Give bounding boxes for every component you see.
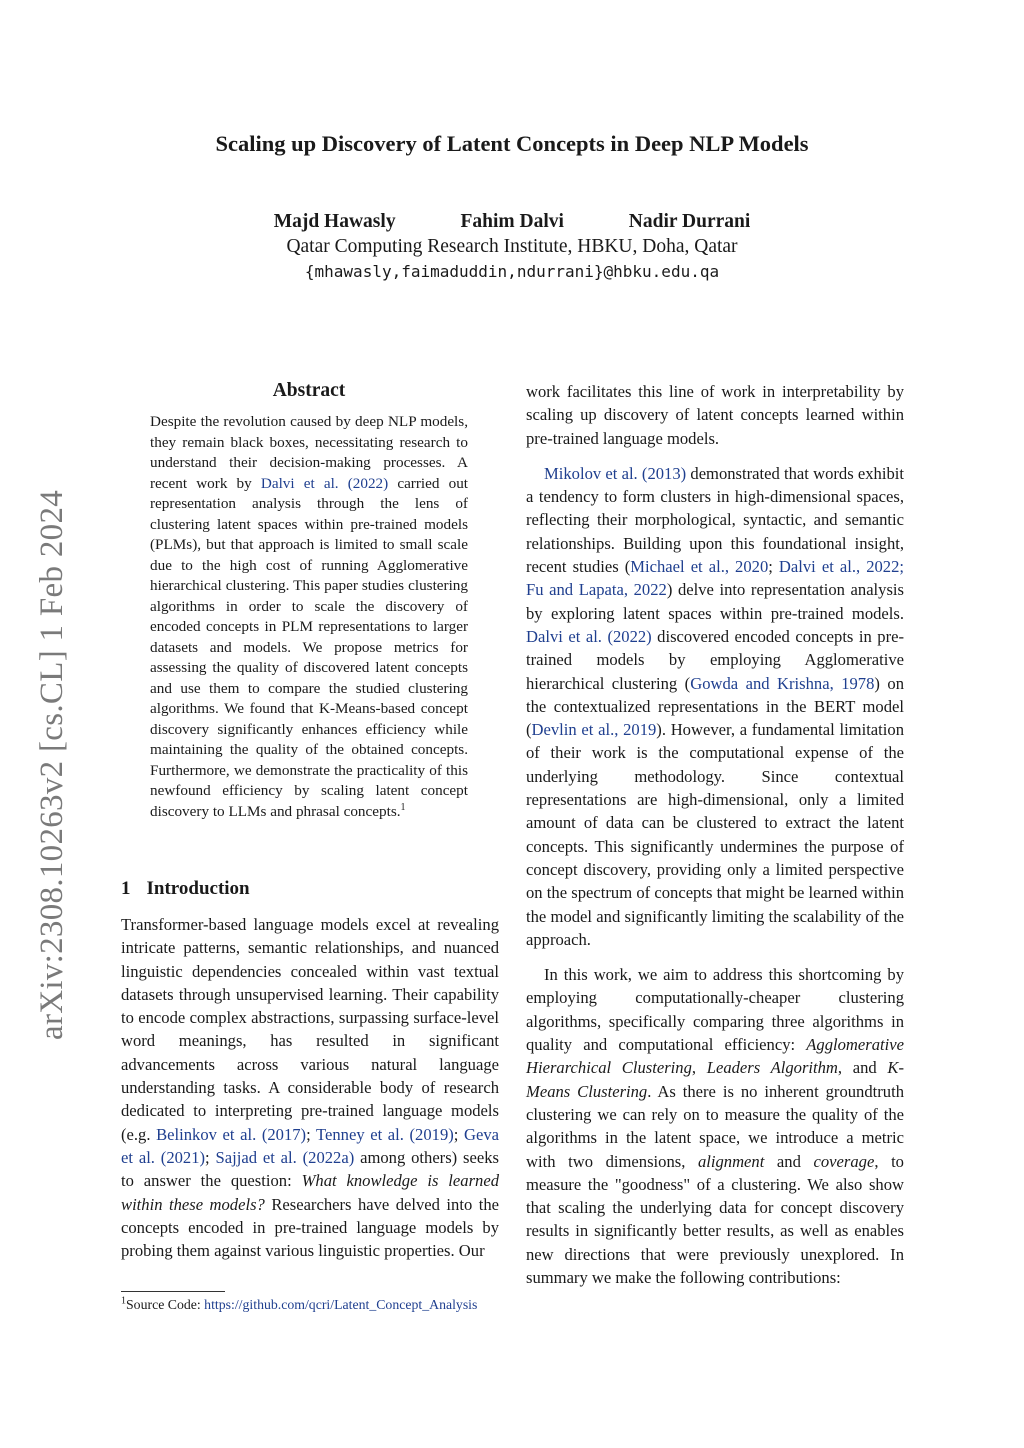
footnote (121, 1296, 499, 1314)
body-text: ; (453, 1124, 464, 1144)
paragraph (526, 963, 904, 1289)
body-text: and (764, 1151, 814, 1171)
citation-link[interactable]: Sajjad et al. (2022a) (215, 1147, 355, 1167)
citation-link[interactable]: Dalvi et al., 2022; Fu and Lapata, 2022 (526, 557, 905, 600)
body-text: ; (306, 1124, 317, 1144)
section-number: 1 (121, 878, 131, 899)
emphasis: coverage (813, 1151, 875, 1171)
arxiv-identifier: arXiv:2308.10263v2 [cs.CL] 1 Feb 2024 (34, 489, 70, 1040)
author-emails: {mhawasly,faimaduddin,ndurrani}@hbku.edu.qa (304, 262, 720, 281)
body-text: , and (837, 1058, 888, 1078)
body-text: ; (205, 1147, 216, 1167)
body-text: ). However, a fundamental limitation of their work is the computational expense of the underlying methodology. Since contextual representations are high-dimensional, only a limited amount of data can be clustered to extract the latent concepts. This significantly undermines the purpose of concept discovery, providing only a limited perspective on the spectrum of concepts that might be learned within the model and significantly limiting the scalability of the approach. (526, 720, 904, 949)
introduction-paragraph (121, 913, 499, 1262)
citation-link[interactable]: Gowda and Krishna, 1978 (690, 673, 875, 693)
footnote-label: Source Code: (126, 1297, 205, 1312)
body-text: ) on the contextualized representations in the BERT model ( (526, 673, 904, 740)
footnote-divider (121, 1291, 225, 1292)
citation-link[interactable]: Michael et al., 2020 (630, 557, 769, 577)
paragraph (526, 462, 904, 951)
body-text: , (691, 1058, 707, 1078)
citation-link[interactable]: Mikolov et al. (2013) (544, 463, 687, 483)
citation-link[interactable]: Dalvi et al. (2022) (526, 626, 652, 646)
citation-link[interactable]: Dalvi et al. (2022) (260, 474, 389, 492)
affiliation: Qatar Computing Research Institute, HBKU, Doha, Qatar (286, 236, 738, 257)
body-text: . As there is no inherent groundtruth clustering we can rely on to measure the quality of the algorithms in the latent space, we introduce a metric with two dimensions, (526, 1081, 904, 1171)
abstract-heading: Abstract (272, 380, 346, 401)
citation-link[interactable]: Geva et al. (2021) (121, 1124, 499, 1167)
paragraph: work facilitates this line of work in interpretability by scaling up discovery of latent concepts learned within pre-trained language models. (526, 382, 904, 448)
body-text: demonstrated that words exhibit a tendency to form clusters in high-dimensional spaces, reflecting their morphological, syntactic, and semantic relationships. Building upon this foundational insight, recent studies ( (526, 463, 904, 577)
citation-link[interactable]: Belinkov et al. (2017) (156, 1124, 307, 1144)
footnote-number: 1 (121, 1295, 126, 1307)
body-text: ; (768, 557, 779, 577)
body-text: In this work, we aim to address this shortcoming by employing computationally-cheaper clustering algorithms, specifically comparing three algorithms in quality and computational efficiency: (526, 965, 904, 1055)
author-list (0, 211, 1024, 233)
emphasis: Leaders Algorithm (706, 1058, 838, 1078)
author-name: Nadir Durrani (628, 211, 751, 232)
research-question: What knowledge is learned within these models? (121, 1171, 499, 1214)
emphasis: alignment (697, 1151, 765, 1171)
section-heading-introduction (121, 878, 250, 900)
citation-link[interactable]: Devlin et al., 2019 (531, 720, 657, 740)
body-text: Transformer-based language models excel at revealing intricate patterns, semantic relationships, and nuanced linguistic dependencies concealed within vast textual datasets through unsupervised learning. Their capability to encode complex abstractions, surpassing surface-level word meanings, has resulted in significant advancements across various natural language understanding tasks. A considerable body of research dedicated to interpreting pre-trained language models (e.g. (121, 915, 499, 1144)
citation-link[interactable]: Tenney et al. (2019) (316, 1124, 454, 1144)
abstract-body (150, 412, 468, 822)
section-title: Introduction (146, 878, 250, 899)
paper-title: Scaling up Discovery of Latent Concepts in Deep NLP Models (215, 131, 809, 156)
author-name: Fahim Dalvi (460, 211, 564, 232)
body-text: , to measure the "goodness" of a clustering. We also show that scaling the underlying data for concept discovery results in significantly better results, as well as enables new directions that were previously unexplored. In summary we make the following contributions: (526, 1151, 904, 1287)
author-name: Majd Hawasly (273, 211, 396, 232)
body-text: among others) seeks to answer the question: (121, 1147, 499, 1191)
body-text: Researchers have delved into the concepts encoded in pre-trained language models by probing them against various linguistic properties. Our (121, 1194, 499, 1261)
source-code-link[interactable]: https://github.com/qcri/Latent_Concept_Analysis (204, 1297, 478, 1312)
body-text: ) delve into representation analysis by exploring latent spaces within pre-trained models. (526, 580, 904, 623)
right-column (526, 380, 904, 1301)
abstract-text: carried out representation analysis through the lens of clustering latent spaces within pre-trained models (PLMs), but that approach is limited to small scale due to the high cost of running Agglomerative hierarchical clustering. This paper studies clustering algorithms in order to scale the discovery of encoded concepts in PLM representations to larger datasets and models. We propose metrics for assessing the quality of discovered latent concepts and use them to compare the studied clustering algorithms. We found that K-Means-based concept discovery significantly enhances efficiency while maintaining the quality of the obtained concepts. Furthermore, we demonstrate the practicality of this newfound efficiency by scaling latent concept discovery to LLMs and phrasal concepts. (150, 474, 469, 820)
emphasis: K-Means Clustering (526, 1058, 905, 1101)
footnote-marker[interactable]: 1 (400, 801, 406, 813)
abstract-text: Despite the revolution caused by deep NLP models, they remain black boxes, necessitating research to understand their decision-making processes. A recent work by (150, 413, 468, 492)
emphasis: Agglomerative Hierarchical Clustering (526, 1035, 904, 1078)
body-text: discovered encoded concepts in pre-trained models by employing Agglomerative hierarchical clustering ( (526, 626, 904, 693)
